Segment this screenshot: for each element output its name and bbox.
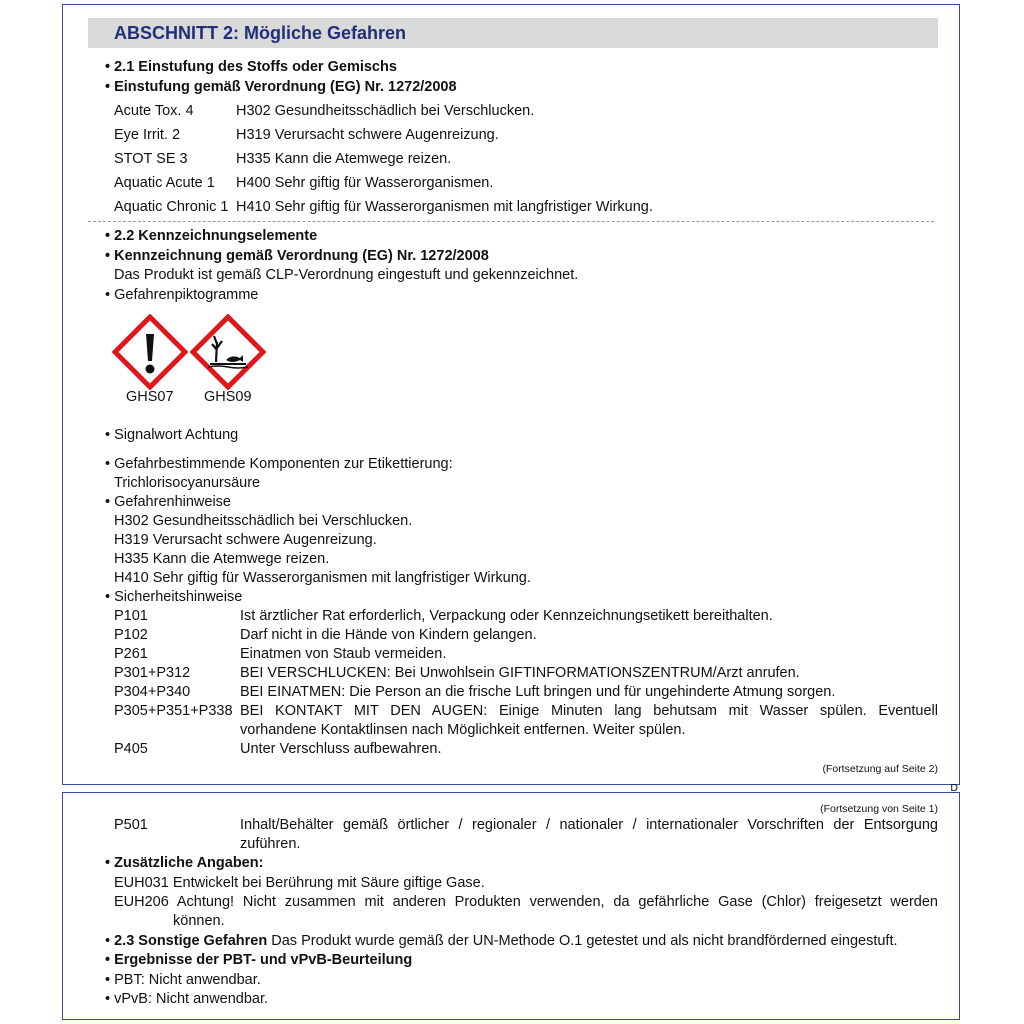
continued-from-note: (Fortsetzung von Seite 1) — [820, 803, 938, 815]
precaution-label: • Sicherheitshinweise — [105, 588, 242, 606]
s23-heading: 2.3 Sonstige Gefahren — [114, 933, 268, 949]
components-label: • Gefahrbestimmende Komponenten zur Etikettierung: — [105, 455, 453, 473]
hazard-statement: H319 Verursacht schwere Augenreizung. — [114, 532, 377, 548]
page-marker: D — [950, 782, 958, 794]
classification-text: H400 Sehr giftig für Wasserorganismen. — [236, 175, 494, 191]
precaution-text: Darf nicht in die Hände von Kindern gelangen. — [240, 627, 537, 643]
continued-note: (Fortsetzung auf Seite 2) — [822, 763, 938, 775]
extra-info-label: • Zusätzliche Angaben: — [105, 854, 263, 872]
environment-icon — [190, 314, 266, 390]
vpvb-result: • vPvB: Nicht anwendbar. — [105, 990, 268, 1008]
precaution-code: P102 — [114, 627, 148, 643]
precaution-text: Ist ärztlicher Rat erforderlich, Verpackung oder Kennzeichnungsetikett bereithalten. — [240, 608, 773, 624]
precaution-code: P261 — [114, 646, 148, 662]
classification-code: STOT SE 3 — [114, 151, 188, 167]
component-name: Trichlorisocyanursäure — [114, 475, 261, 491]
s23-text: Das Produkt wurde gemäß der UN-Methode O.1 getestet und als nicht brandförderned eingestuft. — [271, 933, 898, 949]
s21-heading: • 2.1 Einstufung des Stoffs oder Gemischs — [105, 58, 397, 76]
precaution-code: P305+P351+P338 — [114, 703, 233, 719]
pictogram-code: GHS09 — [204, 389, 252, 405]
pbt-result: • PBT: Nicht anwendbar. — [105, 971, 261, 989]
euh-statement: EUH206 Achtung! Nicht zusammen mit anderen Produkten verwenden, da gefährliche Gase (Chlor) freigesetzt werden — [114, 894, 938, 910]
hazard-statement: H410 Sehr giftig für Wasserorganismen mit langfristiger Wirkung. — [114, 570, 531, 586]
euh-statement: EUH031 Entwickelt bei Berührung mit Säure giftige Gase. — [114, 875, 485, 891]
hazard-label: • Gefahrenhinweise — [105, 493, 231, 511]
precaution-code: P501 — [114, 817, 148, 833]
precaution-text: BEI KONTAKT MIT DEN AUGEN: Einige Minuten lang behutsam mit Wasser spülen. Eventuell — [240, 703, 938, 719]
classification-code: Acute Tox. 4 — [114, 103, 194, 119]
precaution-text: BEI EINATMEN: Die Person an die frische Luft bringen und für ungehinderte Atmung sorgen. — [240, 684, 836, 700]
classification-text: H410 Sehr giftig für Wasserorganismen mit langfristiger Wirkung. — [236, 199, 653, 215]
clp-note: Das Produkt ist gemäß CLP-Verordnung eingestuft und gekennzeichnet. — [114, 267, 579, 283]
euh-statement-continued: können. — [173, 913, 225, 929]
s22-subheading: • Kennzeichnung gemäß Verordnung (EG) Nr. 1272/2008 — [105, 247, 489, 265]
classification-code: Aquatic Acute 1 — [114, 175, 215, 191]
classification-text: H335 Kann die Atemwege reizen. — [236, 151, 452, 167]
pictograms-label: • Gefahrenpiktogramme — [105, 286, 258, 304]
section-title: ABSCHNITT 2: Mögliche Gefahren — [114, 23, 407, 43]
precaution-code: P101 — [114, 608, 148, 624]
precaution-text-continued: vorhandene Kontaktlinsen nach Möglichkeit entfernen. Weiter spülen. — [240, 722, 686, 738]
s22-heading: • 2.2 Kennzeichnungselemente — [105, 227, 317, 245]
classification-code: Aquatic Chronic 1 — [114, 199, 229, 215]
precaution-text: BEI VERSCHLUCKEN: Bei Unwohlsein GIFTINFORMATIONSZENTRUM/Arzt anrufen. — [240, 665, 800, 681]
section-divider — [88, 221, 934, 222]
precaution-text: Einatmen von Staub vermeiden. — [240, 646, 447, 662]
pbt-heading: • Ergebnisse der PBT- und vPvB-Beurteilung — [105, 951, 412, 969]
precaution-text: Unter Verschluss aufbewahren. — [240, 741, 442, 757]
s23-line — [105, 932, 898, 950]
classification-code: Eye Irrit. 2 — [114, 127, 181, 143]
exclamation-mark-icon — [112, 314, 188, 390]
precaution-text: Inhalt/Behälter gemäß örtlicher / regionaler / nationaler / internationaler Vorschriften der Entsorgung — [240, 817, 938, 833]
precaution-code: P304+P340 — [114, 684, 191, 700]
classification-text: H319 Verursacht schwere Augenreizung. — [236, 127, 499, 143]
signal-word: • Signalwort Achtung — [105, 426, 238, 444]
hazard-statement: H335 Kann die Atemwege reizen. — [114, 551, 330, 567]
classification-text: H302 Gesundheitsschädlich bei Verschlucken. — [236, 103, 535, 119]
s21-subheading: • Einstufung gemäß Verordnung (EG) Nr. 1272/2008 — [105, 78, 457, 96]
precaution-text-continued: zuführen. — [240, 836, 301, 852]
precaution-code: P405 — [114, 741, 148, 757]
hazard-statement: H302 Gesundheitsschädlich bei Verschlucken. — [114, 513, 413, 529]
pictogram-code: GHS07 — [126, 389, 174, 405]
precaution-code: P301+P312 — [114, 665, 191, 681]
